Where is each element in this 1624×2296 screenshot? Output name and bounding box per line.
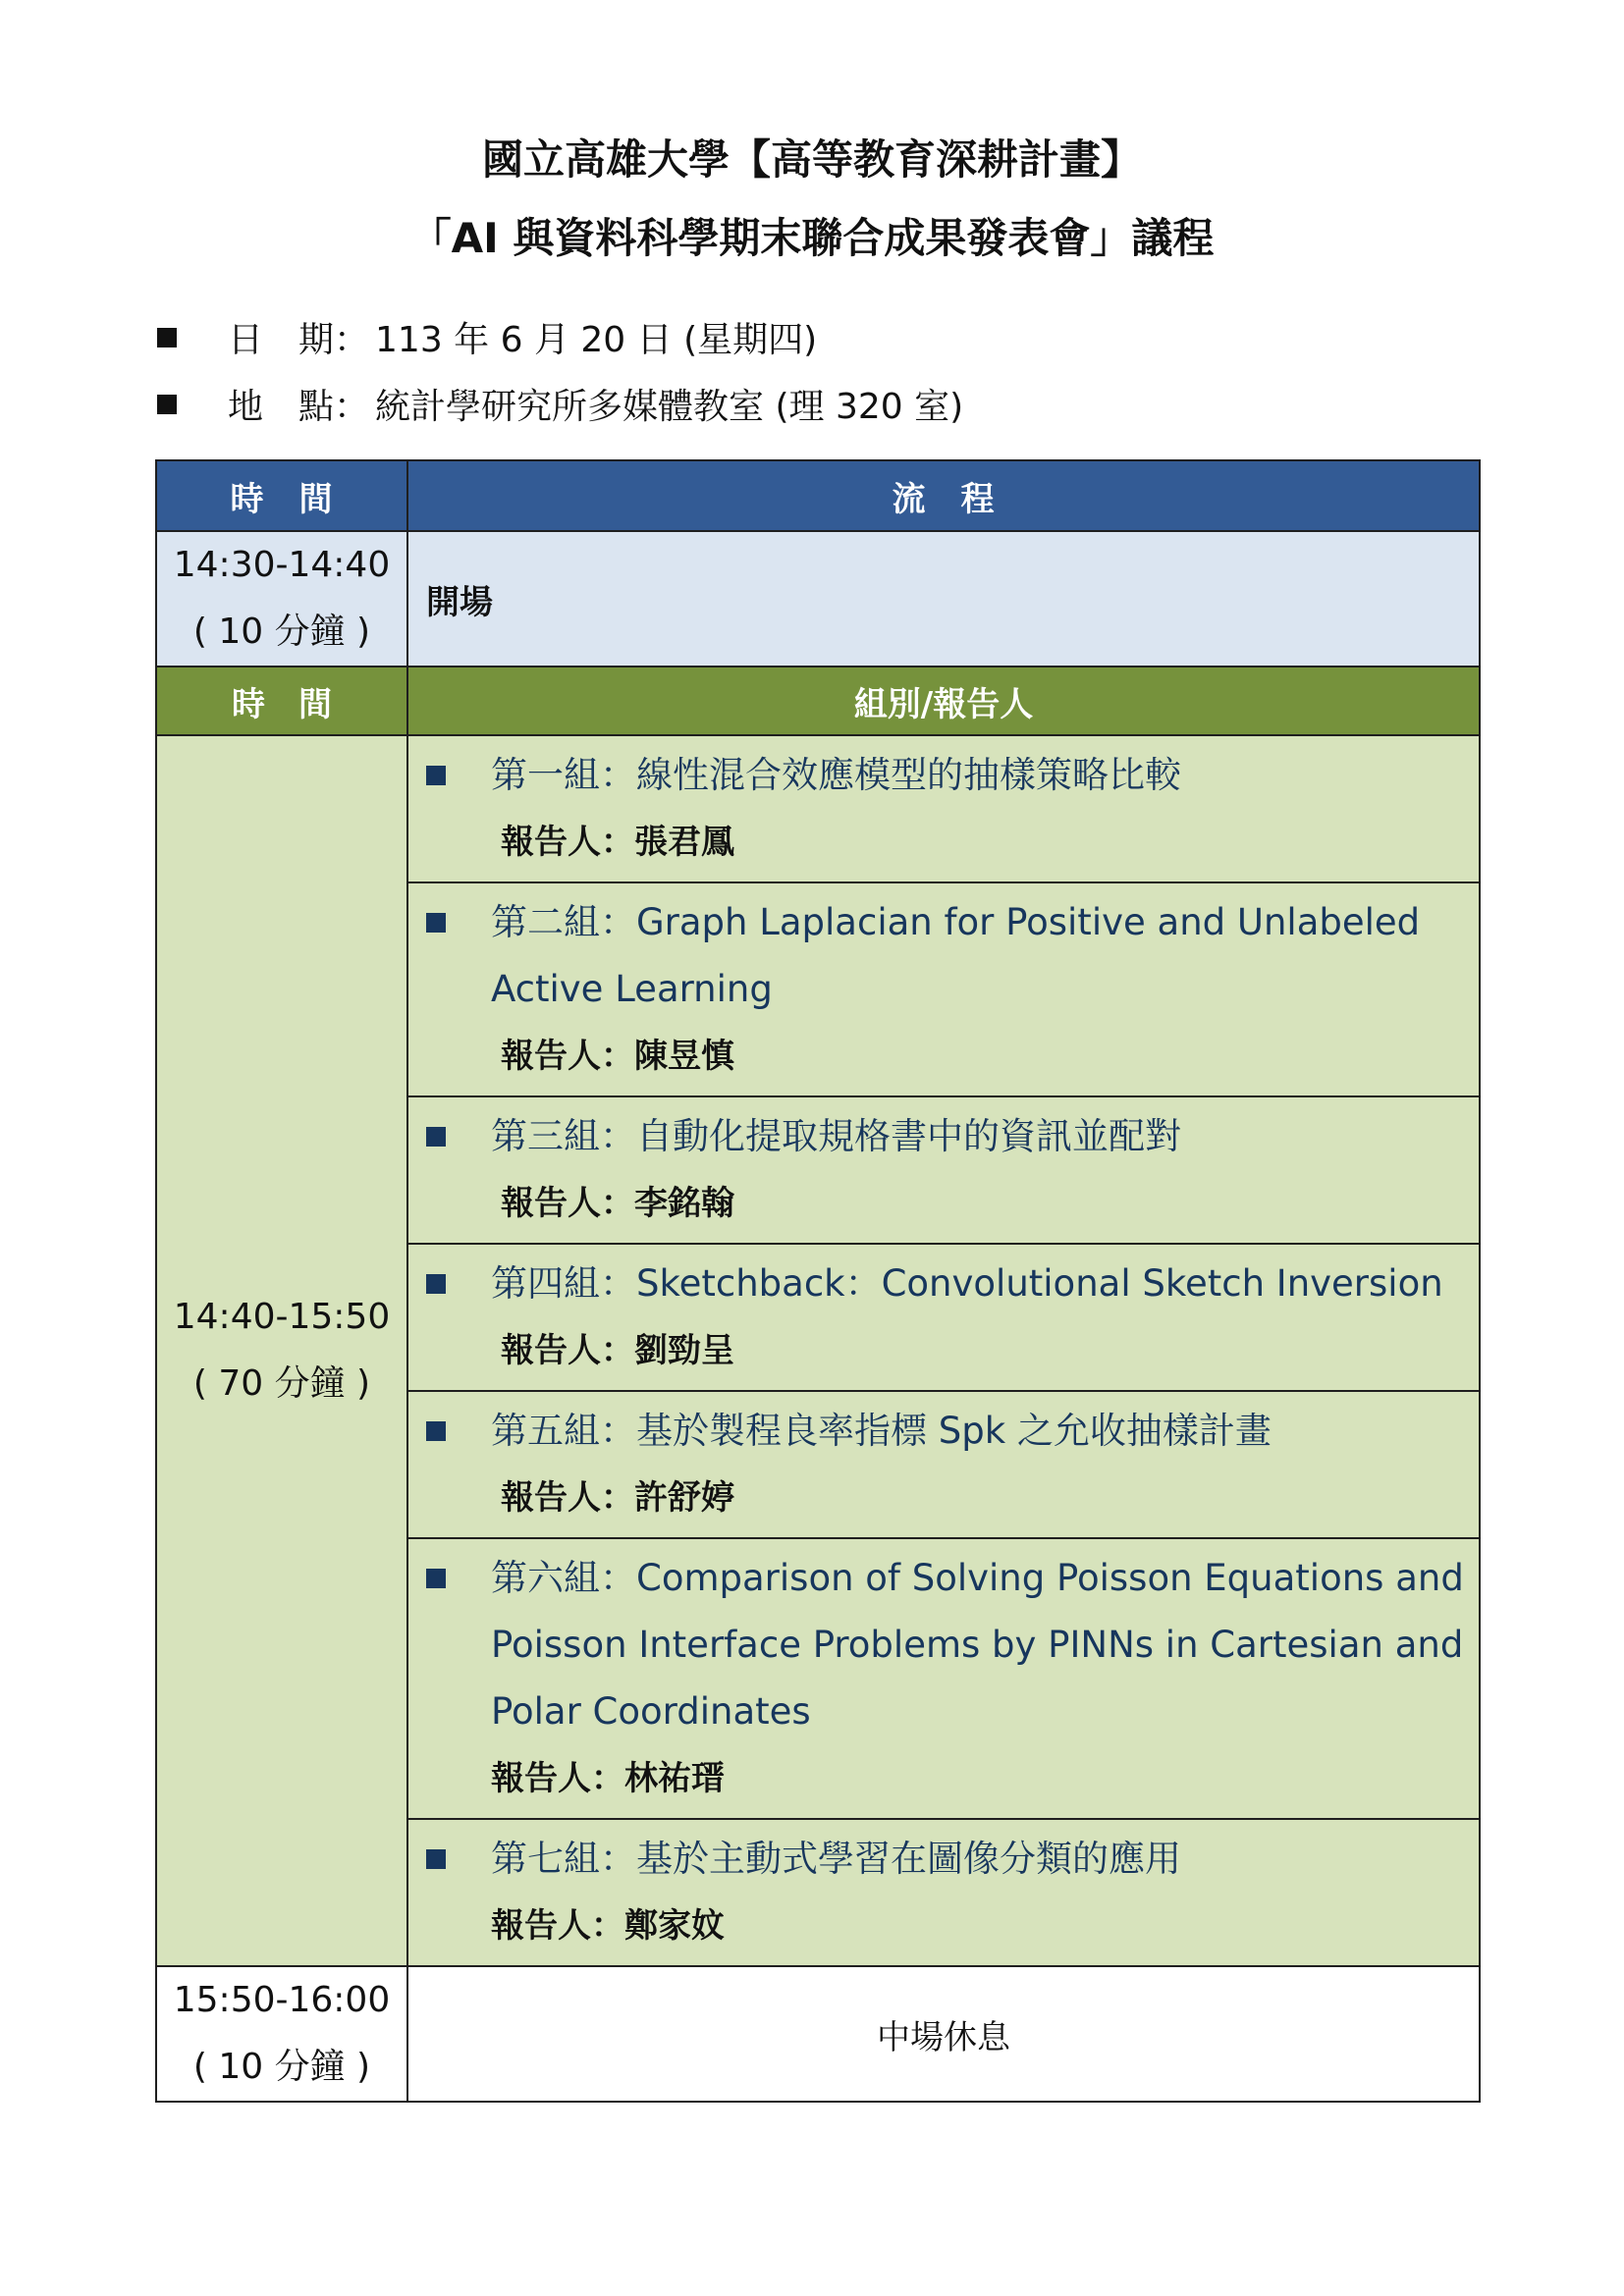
group-cell-1 bbox=[407, 735, 1480, 882]
info-place bbox=[157, 379, 963, 429]
page-title: 國立高雄大學【高等教育深耕計畫】 bbox=[481, 135, 1142, 184]
place-value: 統計學研究所多媒體教室 (理 320 室) bbox=[375, 387, 964, 427]
group-presenter: 報告人：李銘翰 bbox=[501, 1184, 734, 1223]
header-time-2: 時 間 bbox=[156, 667, 407, 735]
group-title: 第五組：基於製程良率指標 Spk 之允收抽樣計畫 bbox=[491, 1410, 1272, 1452]
square-bullet-icon bbox=[426, 913, 446, 933]
square-bullet-icon bbox=[426, 1274, 446, 1294]
group-row bbox=[156, 735, 1480, 882]
group-cell-2 bbox=[407, 882, 1480, 1096]
group-title: 第四組：Sketchback：Convolutional Sketch Inversion bbox=[491, 1262, 1443, 1305]
session-time: 14:40-15:50 bbox=[173, 1297, 391, 1337]
group-title: 第七組：基於主動式學習在圖像分類的應用 bbox=[491, 1838, 1181, 1880]
group-presenter: 報告人：許舒婷 bbox=[501, 1478, 734, 1518]
square-bullet-icon bbox=[426, 1569, 446, 1588]
opening-label: 開場 bbox=[407, 531, 1480, 667]
group-cell-3 bbox=[407, 1096, 1480, 1244]
opening-duration: ( 10 分鐘 ) bbox=[192, 612, 371, 652]
group-presenter: 報告人：張君鳳 bbox=[501, 823, 734, 862]
opening-time: 14:30-14:40 bbox=[173, 545, 391, 585]
date-value: 113 年 6 月 20 日 (星期四) bbox=[375, 320, 818, 360]
agenda-table bbox=[155, 459, 1481, 2103]
group-title: 第三組：自動化提取規格書中的資訊並配對 bbox=[491, 1115, 1181, 1157]
table-header-row bbox=[156, 460, 1480, 531]
info-date bbox=[157, 312, 817, 362]
date-label: 日 期： bbox=[228, 320, 370, 360]
group-title: 第二組：Graph Laplacian for Positive and Unlabeled Active Learning bbox=[491, 901, 1421, 1010]
break-row bbox=[156, 1966, 1480, 2102]
group-presenter: 報告人：林祐瑨 bbox=[491, 1759, 725, 1798]
session-time-cell bbox=[156, 735, 407, 1966]
header-groups: 組別/報告人 bbox=[407, 667, 1480, 735]
group-presenter: 報告人：鄭家妏 bbox=[491, 1906, 725, 1946]
opening-row bbox=[156, 531, 1480, 667]
header-time: 時 間 bbox=[156, 460, 407, 531]
opening-time-cell bbox=[156, 531, 407, 667]
square-bullet-icon bbox=[426, 1421, 446, 1441]
page-subtitle: 「AI 與資料科學期末聯合成果發表會」議程 bbox=[409, 214, 1215, 262]
group-cell-5 bbox=[407, 1391, 1480, 1538]
session-duration: ( 70 分鐘 ) bbox=[192, 1363, 371, 1404]
group-cell-7 bbox=[407, 1819, 1480, 1966]
break-time: 15:50-16:00 bbox=[173, 1980, 391, 2020]
break-duration: ( 10 分鐘 ) bbox=[192, 2047, 371, 2087]
square-bullet-icon bbox=[157, 395, 177, 414]
square-bullet-icon bbox=[426, 1127, 446, 1147]
square-bullet-icon bbox=[426, 766, 446, 785]
break-label: 中場休息 bbox=[407, 1966, 1480, 2102]
square-bullet-icon bbox=[426, 1849, 446, 1869]
group-presenter: 報告人：劉勁呈 bbox=[501, 1331, 734, 1370]
square-bullet-icon bbox=[157, 328, 177, 347]
group-cell-6 bbox=[407, 1538, 1480, 1819]
place-label: 地 點： bbox=[228, 387, 370, 427]
group-title: 第一組：線性混合效應模型的抽樣策略比較 bbox=[491, 754, 1181, 796]
group-presenter: 報告人：陳昱慎 bbox=[501, 1037, 734, 1076]
break-time-cell bbox=[156, 1966, 407, 2102]
group-cell-4 bbox=[407, 1244, 1480, 1391]
header-flow: 流 程 bbox=[407, 460, 1480, 531]
group-title: 第六組：Comparison of Solving Poisson Equations and Poisson Interface Problems by PINNs in Cartesian and Polar Coordinates bbox=[491, 1557, 1464, 1733]
group-header-row bbox=[156, 667, 1480, 735]
